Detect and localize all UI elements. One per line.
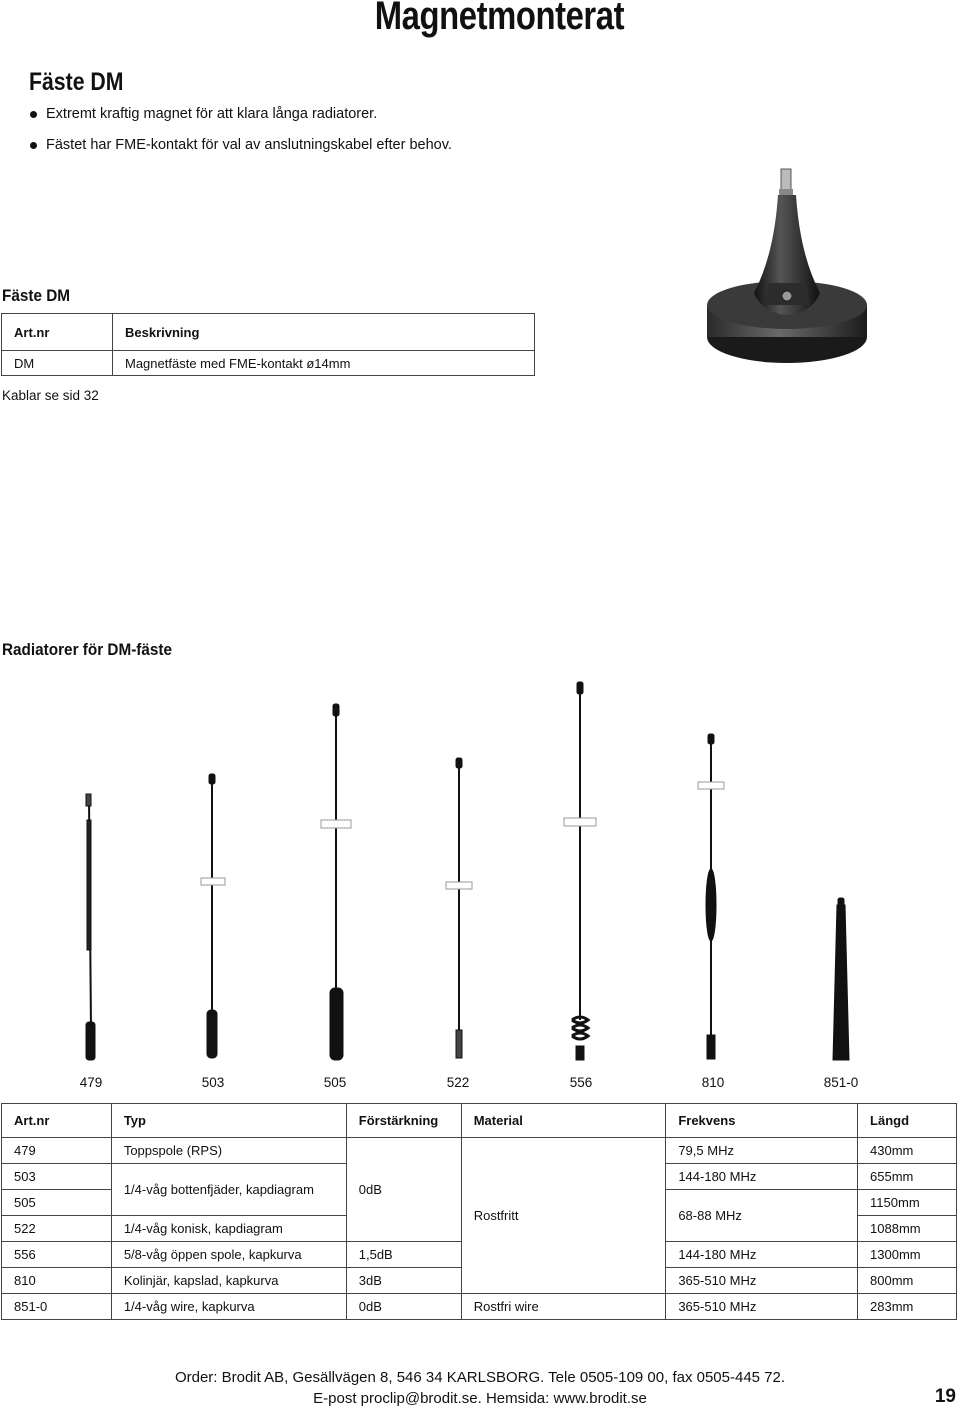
- antenna-505: [321, 704, 351, 1060]
- cell-len: 1150mm: [858, 1190, 957, 1216]
- cell-freq: 79,5 MHz: [666, 1138, 858, 1164]
- page-title: Magnetmonterat: [374, 0, 624, 38]
- cell-material: Rostfri wire: [461, 1294, 666, 1320]
- cell-material-merged: Rostfritt: [461, 1138, 666, 1294]
- cell-len: 800mm: [858, 1268, 957, 1294]
- footer-contact-line: E-post proclip@brodit.se. Hemsida: www.brodit.se: [313, 1390, 647, 1407]
- antenna-479: [86, 794, 95, 1060]
- antenna-522: [446, 758, 472, 1058]
- magnet-mount-image: [700, 165, 875, 370]
- column-header: Art.nr: [2, 1104, 112, 1138]
- list-item: Extremt kraftig magnet för att klara långa radiatorer.: [30, 102, 452, 133]
- cell-art: 851-0: [2, 1294, 112, 1320]
- radiator-label: 505: [323, 1075, 347, 1090]
- radiator-label: 851-0: [823, 1075, 859, 1090]
- column-header: Beskrivning: [113, 314, 535, 351]
- cell-art: 503: [2, 1164, 112, 1190]
- column-header: Längd: [858, 1104, 957, 1138]
- radiators-image: [0, 670, 960, 1065]
- column-header: Förstärkning: [346, 1104, 461, 1138]
- cell-len: 283mm: [858, 1294, 957, 1320]
- cell-typ: 1/4-våg konisk, kapdiagram: [111, 1216, 346, 1242]
- table-row: [2, 1294, 957, 1320]
- cell-typ: 5/8-våg öppen spole, kapkurva: [111, 1242, 346, 1268]
- section-title: Fäste DM: [29, 68, 124, 96]
- cell-freq: 365-510 MHz: [666, 1268, 858, 1294]
- radiator-label: 556: [569, 1075, 593, 1090]
- cable-note: Kablar se sid 32: [2, 388, 99, 403]
- cell-gain-merged: 0dB: [346, 1164, 461, 1216]
- table-cell: DM: [2, 351, 113, 376]
- cell-len: 1088mm: [858, 1216, 957, 1242]
- page-number: 19: [934, 1386, 956, 1407]
- cell-art: 479: [2, 1138, 112, 1164]
- radiators-title: Radiatorer för DM-fäste: [2, 640, 173, 659]
- antenna-556: [564, 682, 596, 1060]
- cell-typ: 1/4-våg wire, kapkurva: [111, 1294, 346, 1320]
- table-row: [2, 1138, 957, 1164]
- cell-freq: 365-510 MHz: [666, 1294, 858, 1320]
- antenna-810: [698, 734, 724, 1059]
- cell-art: 505: [2, 1190, 112, 1216]
- radiator-label: 479: [79, 1075, 103, 1090]
- cell-gain: 0dB: [346, 1294, 461, 1320]
- antenna-503: [201, 774, 225, 1058]
- cell-art: 810: [2, 1268, 112, 1294]
- list-item: Fästet har FME-kontakt för val av anslutningskabel efter behov.: [30, 133, 452, 164]
- cell-freq: 144-180 MHz: [666, 1242, 858, 1268]
- column-header: Frekvens: [666, 1104, 858, 1138]
- cell-len: 430mm: [858, 1138, 957, 1164]
- column-header: Typ: [111, 1104, 346, 1138]
- cell-typ-merged: 1/4-våg bottenfjäder, kapdiagram: [111, 1164, 346, 1216]
- cell-art: 556: [2, 1242, 112, 1268]
- cell-art: 522: [2, 1216, 112, 1242]
- cell-typ: Toppspole (RPS): [111, 1138, 346, 1164]
- cell-gain: [346, 1138, 461, 1164]
- cell-typ: Kolinjär, kapslad, kapkurva: [111, 1268, 346, 1294]
- mount-table-title: Fäste DM: [2, 286, 71, 305]
- footer-order-line: Order: Brodit AB, Gesällvägen 8, 546 34 KARLSBORG. Tele 0505-109 00, fax 0505-445 72.: [174, 1369, 786, 1386]
- cell-len: 1300mm: [858, 1242, 957, 1268]
- radiator-label: 503: [201, 1075, 225, 1090]
- column-header: Art.nr: [2, 314, 113, 351]
- mount-table: [1, 313, 535, 376]
- cell-len: 655mm: [858, 1164, 957, 1190]
- radiator-label: 522: [446, 1075, 470, 1090]
- cell-freq: 144-180 MHz: [666, 1164, 858, 1190]
- cell-gain: 1,5dB: [346, 1242, 461, 1268]
- cell-freq-merged: 68-88 MHz: [666, 1190, 858, 1242]
- cell-gain: 3dB: [346, 1268, 461, 1294]
- table-cell: Magnetfäste med FME-kontakt ø14mm: [113, 351, 535, 376]
- cell-gain: [346, 1216, 461, 1242]
- antenna-851-0: [833, 898, 849, 1060]
- spec-table: [1, 1103, 957, 1320]
- feature-list: [30, 102, 452, 164]
- column-header: Material: [461, 1104, 666, 1138]
- radiator-label: 810: [701, 1075, 725, 1090]
